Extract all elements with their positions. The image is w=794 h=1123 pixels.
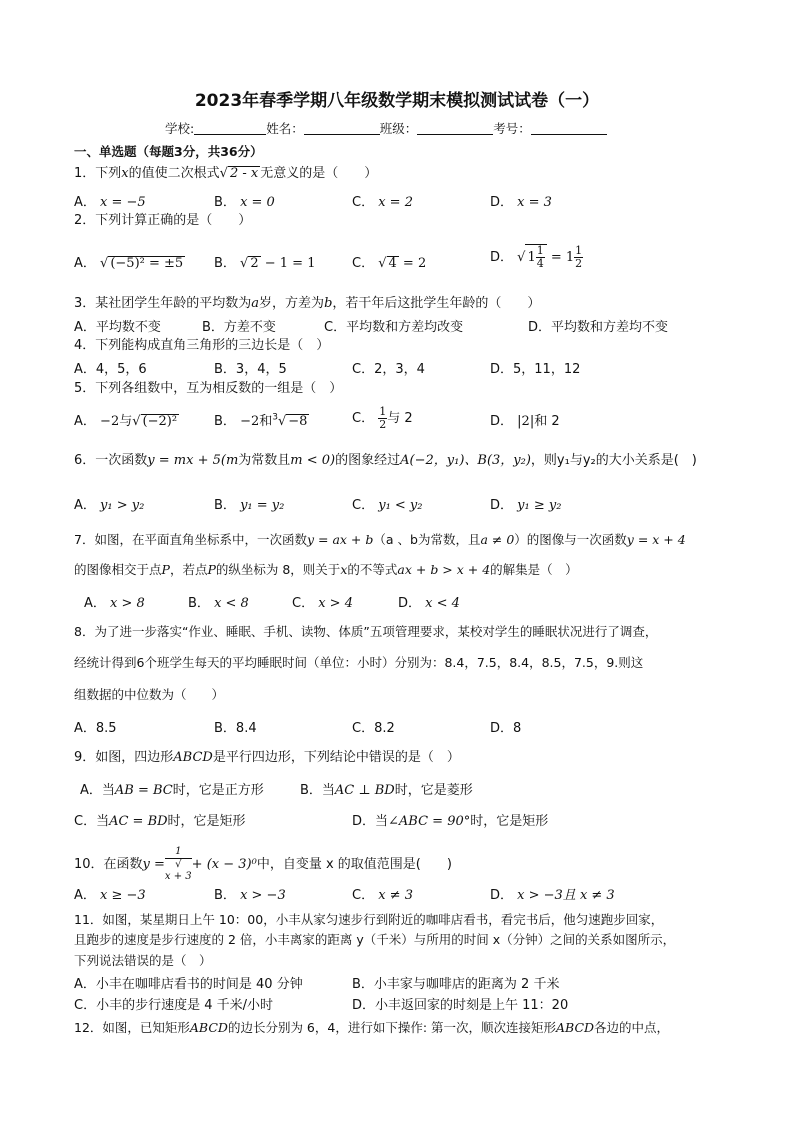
exam-no-label: 考号： (493, 121, 531, 136)
question-8-line-1: 8．为了进一步落实“作业、睡眠、手机、读物、体质”五项管理要求，某校对学生的睡眠状况进行了调查， (74, 624, 658, 639)
school-label: 学校: (165, 121, 195, 136)
q8-option-b[interactable]: B．8.4 (214, 721, 257, 736)
q3-option-a[interactable]: A．平均数不变 (74, 320, 161, 335)
q10-option-b[interactable]: B． x > −3 (214, 888, 286, 903)
q4-option-b[interactable]: B．3，4，5 (214, 362, 287, 377)
q11-option-a[interactable]: A．小丰在咖啡店看书的时间是 40 分钟 (74, 977, 303, 992)
q10-options (74, 884, 754, 904)
q5-option-a[interactable]: A． −2与√ (−2)² (74, 414, 178, 429)
q2-options (74, 244, 754, 272)
q7-options (84, 592, 764, 612)
q1-text-post: 无意义的是（ ） (260, 166, 378, 181)
q1-option-d[interactable]: D． x = 3 (490, 195, 552, 210)
q9-option-d[interactable]: D．当∠ABC = 90°时，它是矩形 (352, 814, 549, 829)
question-9: 9．如图，四边形ABCD是平行四边形，下列结论中错误的是（ ） (74, 750, 460, 765)
question-6: 6．一次函数y = mx + 5(m为常数且m < 0)的图象经过A(−2，y₁)、B(3，y₂)，则y₁与y₂的大小关系是( ) (74, 453, 697, 468)
q8-option-a[interactable]: A．8.5 (74, 721, 117, 736)
q2-option-a[interactable]: A． √ (−5)² = ±5 (74, 256, 184, 271)
q4-options (74, 358, 754, 378)
question-12: 12．如图，已知矩形ABCD的边长分别为 6，4，进行如下操作: 第一次，顺次连接矩形ABCD各边的中点， (74, 1020, 670, 1035)
question-11-line-3: 下列说法错误的是（ ） (74, 953, 212, 968)
q1-options (74, 191, 754, 211)
q11-options-row-2 (74, 994, 754, 1014)
q7-option-a[interactable]: A． x > 8 (84, 596, 145, 611)
q11-option-d[interactable]: D．小丰返回家的时刻是上午 11：20 (352, 998, 569, 1013)
exam-title: 2023年春季学期八年级数学期末模拟测试试卷（一） (194, 91, 600, 111)
question-5: 5．下列各组数中，互为相反数的一组是（ ） (74, 381, 343, 396)
school-blank (194, 121, 266, 135)
q1-text: 1．下列 (74, 166, 122, 181)
q8-option-d[interactable]: D．8 (490, 721, 522, 736)
q5-options (74, 405, 754, 431)
question-1: 1．下列x的值使二次根式√ 2 - x 无意义的是（ ） (74, 166, 378, 181)
question-8-line-3: 组数据的中位数为（ ） (74, 687, 225, 702)
q9-options-row-1 (80, 779, 760, 799)
q11-options-row-1 (74, 973, 754, 993)
q11-option-c[interactable]: C．小丰的步行速度是 4 千米/小时 (74, 998, 273, 1013)
q7-option-c[interactable]: C． x > 4 (292, 596, 353, 611)
q4-option-c[interactable]: C．2，3，4 (352, 362, 425, 377)
exam-no-blank (531, 121, 607, 135)
question-7-line-1: 7．如图，在平面直角坐标系中，一次函数y = ax + b（a 、b为常数，且a ≠ 0）的图像与一次函数y = x + 4 (74, 532, 686, 547)
q6-option-a[interactable]: A． y₁ > y₂ (74, 498, 145, 513)
q9-option-b[interactable]: B．当AC ⊥ BD时，它是菱形 (300, 783, 473, 798)
q4-option-a[interactable]: A．4，5，6 (74, 362, 147, 377)
q3-option-b[interactable]: B．方差不变 (202, 320, 276, 335)
q11-option-b[interactable]: B．小丰家与咖啡店的距离为 2 千米 (352, 977, 560, 992)
question-11-line-2: 且跑步的速度是步行速度的 2 倍，小丰离家的距离 y（千米）与所用的时间 x（分钟）之间的关系如图所示， (74, 932, 676, 947)
q2-option-c[interactable]: C． √ 4 = 2 (352, 256, 427, 271)
question-7-line-2: 的图像相交于点P，若点P的纵坐标为 8，则关于x的不等式ax + b > x + 4的解集是（ ） (74, 562, 578, 577)
q1-option-a[interactable]: A． x = −5 (74, 195, 146, 210)
q9-option-a[interactable]: A．当AB = BC时，它是正方形 (80, 783, 264, 798)
q2-option-b[interactable]: B． √ 2 − 1 = 1 (214, 256, 316, 271)
question-4: 4．下列能构成直角三角形的三边长是（ ） (74, 338, 330, 353)
q3-options (74, 316, 754, 336)
q6-options (74, 494, 754, 514)
q6-option-c[interactable]: C． y₁ < y₂ (352, 498, 423, 513)
q1-text-mid: 的值使二次根式 (128, 166, 220, 181)
q1-option-b[interactable]: B． x = 0 (214, 195, 275, 210)
q1-radicand: 2 - x (229, 166, 259, 181)
name-label: 姓名： (266, 121, 304, 136)
q6-option-d[interactable]: D． y₁ ≥ y₂ (490, 498, 562, 513)
student-info-line (165, 119, 607, 137)
question-2: 2．下列计算正确的是（ ） (74, 213, 252, 228)
q5-option-b[interactable]: B． −2和$^3$√ −8 (214, 412, 308, 429)
question-8-line-2: 经统计得到6个班学生每天的平均睡眠时间（单位：小时）分别为：8.4，7.5，8.4，8.5，7.5，9.则这 (74, 655, 644, 670)
q6-option-b[interactable]: B． y₁ = y₂ (214, 498, 285, 513)
q8-option-c[interactable]: C．8.2 (352, 721, 395, 736)
q4-option-d[interactable]: D．5，11，12 (490, 362, 581, 377)
q7-option-b[interactable]: B． x < 8 (188, 596, 249, 611)
q9-options-row-2 (74, 810, 754, 830)
q10-option-d[interactable]: D． x > −3且 x ≠ 3 (490, 888, 615, 903)
q8-options (74, 717, 754, 737)
q3-option-c[interactable]: C．平均数和方差均改变 (324, 320, 464, 335)
q10-option-c[interactable]: C． x ≠ 3 (352, 888, 413, 903)
q5-option-c[interactable]: C． $\frac{1}{2}$ 与 2 (352, 405, 413, 431)
question-10: 10．在函数y = 1 √ x + 3 + (x − 3)⁰中，自变量 x 的取值范围是( ) (74, 846, 452, 882)
class-label: 班级： (379, 121, 418, 136)
class-blank (417, 121, 493, 135)
q2-option-d[interactable]: D． √ 1 $\frac{1}{4}$ = 1 $\frac{1}{2}$ (490, 244, 583, 270)
q1-option-c[interactable]: C． x = 2 (352, 195, 413, 210)
q10-option-a[interactable]: A． x ≥ −3 (74, 888, 146, 903)
question-3: 3．某社团学生年龄的平均数为a岁，方差为b，若干年后这批学生年龄的（ ） (74, 296, 541, 311)
q3-option-d[interactable]: D．平均数和方差均不变 (528, 320, 669, 335)
q9-option-c[interactable]: C．当AC = BD时，它是矩形 (74, 814, 246, 829)
q7-option-d[interactable]: D． x < 4 (398, 596, 460, 611)
q5-option-d[interactable]: D． |2|和 2 (490, 414, 560, 429)
name-blank (304, 121, 380, 135)
section-title: 一、单选题（每题3分，共36分） (74, 144, 263, 159)
question-11-line-1: 11．如图，某星期日上午 10：00，小丰从家匀速步行到附近的咖啡店看书，看完书后，他匀速跑步回家， (74, 912, 664, 927)
q1-var: x (121, 166, 129, 181)
